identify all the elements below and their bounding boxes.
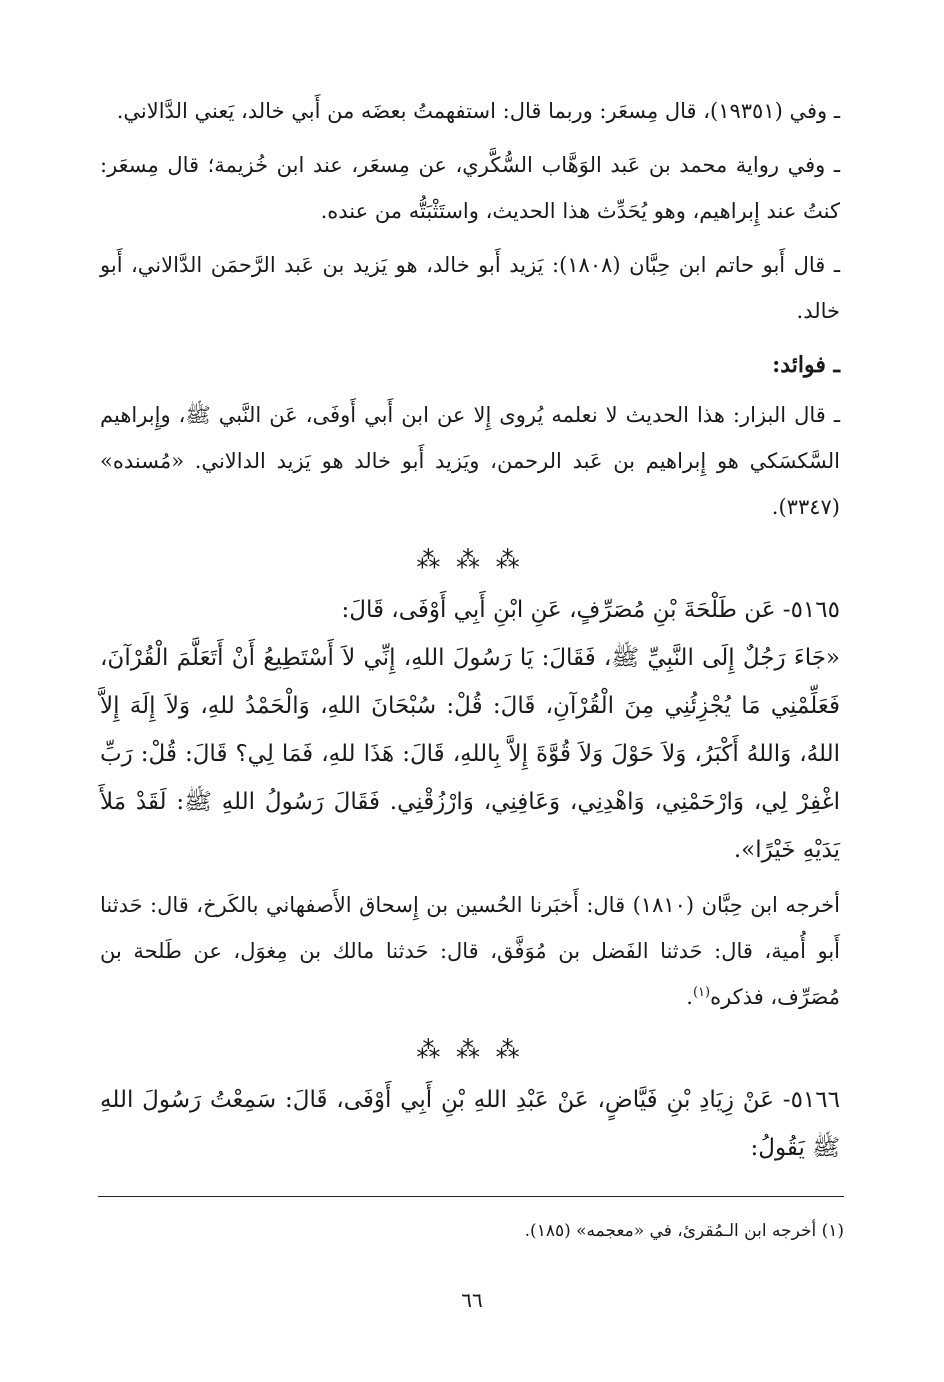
page-body — [100, 88, 840, 1172]
takhrij-text: أخرجه ابن حِبَّان (١٨١٠) قال: أَخبَرنا الحُسين بن إِسحاق الأَصفهاني بالكَرخ، قال: حَدثنا أَبو أُمية، قال: حَدثنا الفَضل بن مُوَفَّق، قال: حَدثنا مالك بن مِغوَل، عن طَلحة بن مُصَرِّف، فذكره — [100, 893, 840, 1009]
section-separator-1: ⁂ ⁂ ⁂ — [416, 546, 524, 574]
fawaid-text: ـ قال البزار: هذا الحديث لا نعلمه يُروى إِلا عن ابن أَبي أَوفَى، عَن النَّبي ﷺ، وإِبراهيم السَّكسَكي هو إِبراهيم بن عَبد الرحمن، ويَزيد أَبو خالد هو يَزيد الدالاني. «مُسنده» (٣٣٤٧). — [100, 403, 840, 519]
fawaid-heading: ـ فوائد: — [772, 352, 840, 378]
page-number: ٦٦ — [461, 1288, 483, 1312]
hadith-5165-heading: ٥١٦٥- عَن طَلْحَةَ بْنِ مُصَرِّفٍ، عَنِ ابْنِ أَبِي أَوْفَى، قَالَ: — [341, 597, 840, 623]
paragraph-2: ـ وفي رواية محمد بن عَبد الوَهَّاب السُّكَّري، عن مِسعَر، عند ابن خُزيمة؛ قال مِسعَر: كنتُ عند إِبراهيم، وهو يُحَدِّث هذا الحديث، واستَثْبَتُّه من عنده. — [100, 153, 840, 223]
paragraph-1: ـ وفي (١٩٣٥١)، قال مِسعَر: وربما قال: استفهمتُ بعضَه من أَبي خالد، يَعني الدَّالاني. — [116, 99, 840, 123]
takhrij-paragraph: أخرجه ابن حِبَّان (١٨١٠) قال: أَخبَرنا الحُسين بن إِسحاق الأَصفهاني بالكَرخ، قال: حَدثنا أَبو أُمية، قال: حَدثنا الفَضل بن مُوَفَّق، قال: حَدثنا مالك بن مِغوَل، عن طَلحة بن مُصَرِّف، فذكره$^{(١)}$. — [100, 893, 840, 1009]
hadith-5166-heading: ٥١٦٦- عَنْ زِيَادِ بْنِ فَيَّاضٍ، عَنْ عَبْدِ اللهِ بْنِ أَبِي أَوْفَى، قَالَ: سَمِعْتُ رَسُولَ اللهِ ﷺ يَقُولُ: — [100, 1087, 840, 1161]
section-separator-2: ⁂ ⁂ ⁂ — [416, 1036, 524, 1064]
footnote-reference[interactable]: (١) — [692, 985, 711, 1000]
hadith-5165-text: «جَاءَ رَجُلٌ إِلَى النَّبِيِّ ﷺ، فَقَالَ: يَا رَسُولَ اللهِ، إِنِّي لاَ أَسْتَطِيعُ أَنْ أَتَعَلَّمَ الْقُرْآنَ، فَعَلِّمْنِي مَا يُجْزِئُنِي مِنَ الْقُرْآنِ، قَالَ: قُلْ: سُبْحَانَ اللهِ، وَالْحَمْدُ للهِ، وَلاَ إِلَهَ إِلاَّ اللهُ، وَاللهُ أَكْبَرُ، وَلاَ حَوْلَ وَلاَ قُوَّةَ إِلاَّ بِاللهِ، قَالَ: هَذَا للهِ، فَمَا لِي؟ قَالَ: قُلْ: رَبِّ اغْفِرْ لِي، وَارْحَمْنِي، وَاهْدِنِي، وَعَافِنِي، وَارْزُقْنِي. فَقَالَ رَسُولُ اللهِ ﷺ: لَقَدْ مَلأَ يَدَيْهِ خَيْرًا». — [100, 645, 840, 863]
footnote-divider — [98, 1196, 844, 1197]
paragraph-3: ـ قال أَبو حاتم ابن حِبَّان (١٨٠٨): يَزيد أَبو خالد، هو يَزيد بن عَبد الرَّحمَن الدَّالاني، أَبو خالد. — [100, 253, 840, 323]
footnote: (١) أخرجه ابن الـمُقرئ، في «معجمه» (١٨٥). — [524, 1221, 844, 1241]
